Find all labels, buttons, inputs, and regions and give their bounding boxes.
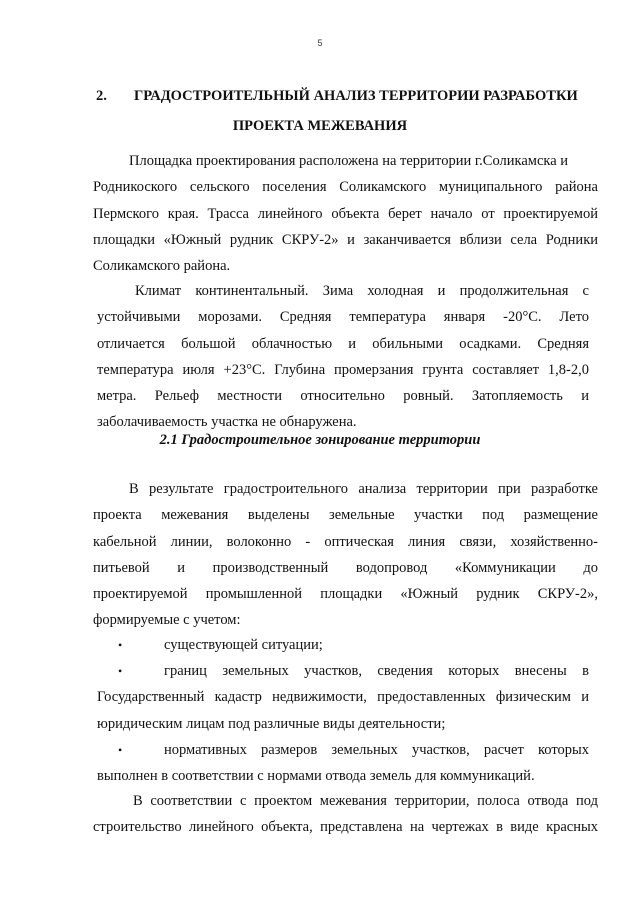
text-line: границ земельных участков, сведения которых внесены в [164,663,589,679]
text-line: строительство линейного объекта, представлена на чертежах в виде красных [93,819,598,836]
section-title-line-2: ПРОЕКТА МЕЖЕВАНИЯ [232,118,408,134]
page-number: 5 [317,38,323,48]
paragraph-climate [97,278,589,436]
bullet-item [97,658,589,737]
text-line: Соликамского района. [93,258,231,275]
text-line: Площадка проектирования расположена на территории г.Соликамска и [129,153,569,169]
text-line: метра. Рельеф местности относительно ровный. Затопляемость и [97,388,589,405]
text-line: Климат континентальный. Зима холодная и продолжительная с [135,283,589,299]
paragraph-right-of-way [93,788,598,841]
text-line: кабельной линии, волоконно - оптическая линия связи, хозяйственно- [93,533,598,550]
text-line: Пермского края. Трасса линейного объекта берет начало от проектируемой [93,205,598,222]
text-line: проекта межевания выделены земельные участки под размещение [93,507,598,524]
text-line: питьевой и производственный водопровод «Коммуникации до [93,559,598,576]
text-line: заболачиваемость участка не обнаружена. [97,414,357,431]
text-line: юридическим лицам под различные виды деятельности; [97,715,446,732]
text-line: Родникоского сельского поселения Соликамского муниципального района [93,179,598,196]
paragraph-site-location [93,148,598,279]
text-line: В соответствии с проектом межевания территории, полоса отвода под [133,793,598,809]
text-line: выполнен в соответствии с нормами отвода земель для коммуникаций. [97,768,535,785]
bullet-marker: • [118,664,123,678]
section-title-line-1: ГРАДОСТРОИТЕЛЬНЫЙ АНАЛИЗ ТЕРРИТОРИИ РАЗРАБОТКИ [134,88,578,104]
text-line: устойчивыми морозами. Средняя температура января -20°С. Лето [97,309,589,326]
bullet-marker: • [118,638,123,652]
section-number: 2. [96,88,107,104]
text-line: существующей ситуации; [164,637,323,653]
paragraph-analysis [93,476,598,634]
text-line: температура июля +23°С. Глубина промерзания грунта составляет 1,8-2,0 [97,361,589,378]
bullet-marker: • [118,743,123,757]
text-line: Государственный кадастр недвижимости, предоставленных физическим и [97,689,589,706]
text-line: В результате градостроительного анализа территории при разработке [129,481,598,497]
bullet-item [97,737,589,790]
text-line: нормативных размеров земельных участков, расчет которых [164,742,589,758]
subsection-title: 2.1 Градостроительное зонирование территории [159,432,481,448]
bullet-item [164,632,584,658]
text-line: проектируемой промышленной площадки «Южный рудник СКРУ-2», [93,586,598,603]
text-line: площадки «Южный рудник СКРУ-2» и заканчивается вблизи села Родники [93,231,598,248]
text-line: отличается большой облачностью и обильными осадками. Средняя [97,335,589,352]
text-line: формируемые с учетом: [93,612,241,629]
